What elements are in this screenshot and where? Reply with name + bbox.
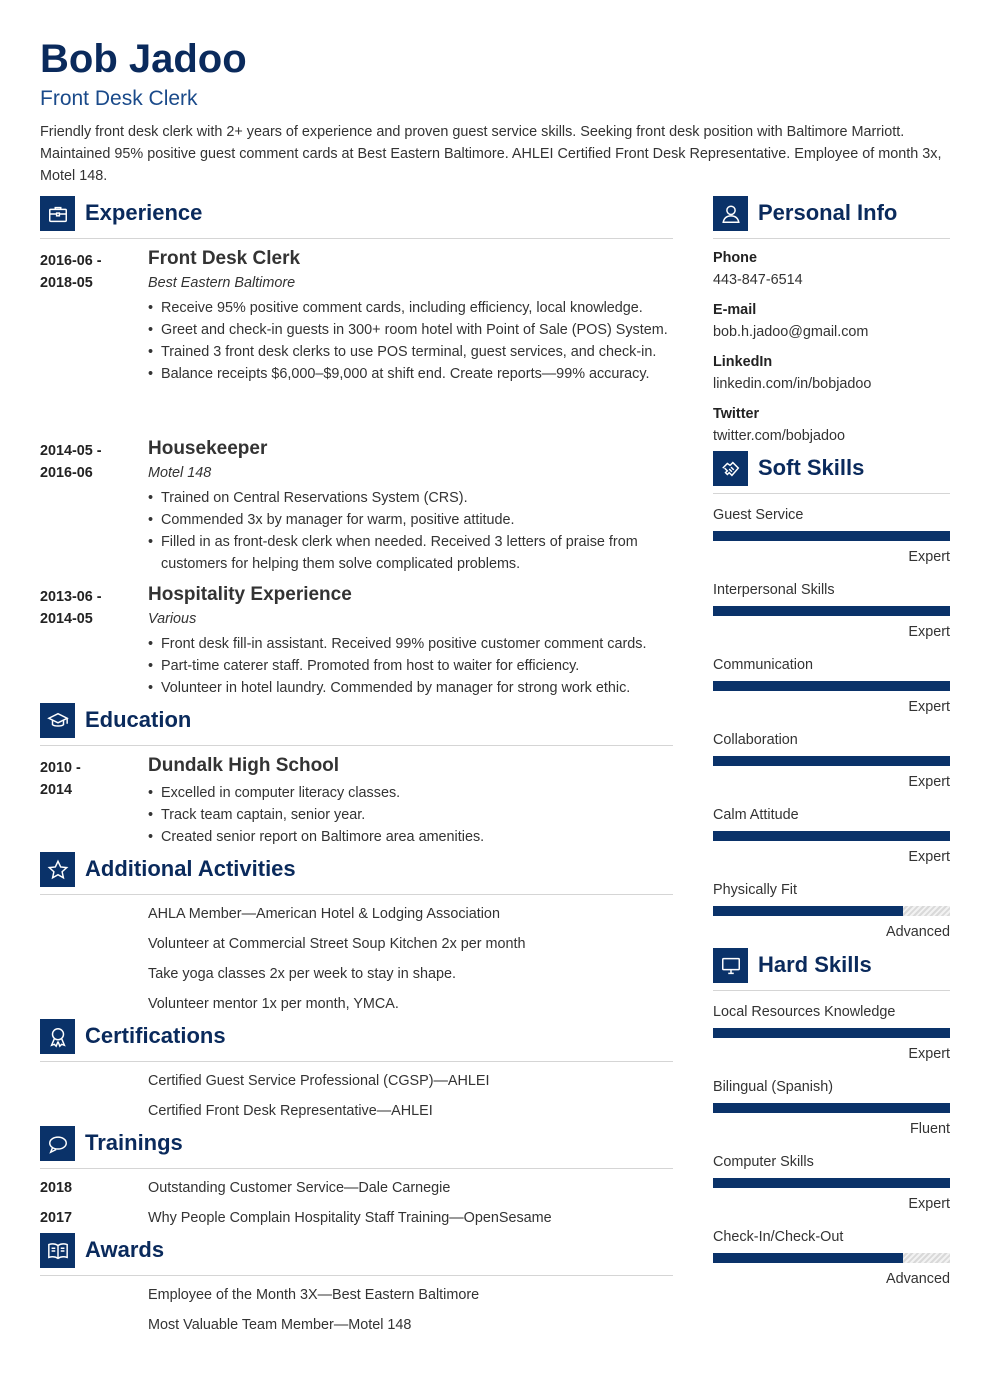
skill-level-fill [713,756,950,766]
skill-level-fill [713,681,950,691]
skill-level-label: Expert [908,1046,950,1062]
personal-info-title: Personal Info [758,200,898,225]
education-entry [40,757,673,847]
education-bullets [148,782,673,848]
job-role: Front Desk Clerk [148,248,301,269]
bullet-item: • Filled in as front-desk clerk when needed. Received 3 letters of praise from customers for helping them solve complicated problems. [148,531,673,575]
skill-level-label: Expert [908,1196,950,1212]
job-entry [40,250,673,430]
activities-section [40,852,673,1017]
personal-info-section [713,196,950,451]
skill-level-label: Expert [908,624,950,640]
activity-item: Volunteer mentor 1x per month, YMCA. [148,996,399,1012]
skill-level-label: Advanced [885,1271,950,1287]
training-item: Outstanding Customer Service—Dale Carnegie [148,1180,451,1196]
bullet-item: • Trained on Central Reservations System (CRS). [148,487,673,509]
certification-item: Certified Guest Service Professional (CGSP)—AHLEI [148,1073,490,1089]
skill-level-label: Expert [908,849,950,865]
twitter-label: Twitter [713,406,760,422]
section-divider [40,745,673,746]
skill-level-fill [713,1103,950,1113]
skill-item [713,1002,950,1077]
bullet-item: • Volunteer in hotel laundry. Commended by manager for strong work ethic. [148,677,673,699]
email-label: E-mail [713,302,757,318]
bullet-item: • Receive 95% positive comment cards, including efficiency, local knowledge. [148,297,673,319]
soft-skills-section [713,451,950,946]
monitor-icon [713,948,748,983]
skill-level-fill [713,1178,950,1188]
bullet-item: • Trained 3 front desk clerks to use POS terminal, guest services, and check-in. [148,341,673,363]
skill-level-fill [713,1028,950,1038]
job-bullets [148,633,673,699]
skill-item [713,1077,950,1152]
education-section [40,703,673,853]
twitter-value: twitter.com/bobjadoo [713,428,845,444]
bullet-item: • Created senior report on Baltimore area amenities. [148,826,673,848]
bullet-item: • Front desk fill-in assistant. Received 99% positive customer comment cards. [148,633,673,655]
education-title: Education [85,707,192,732]
linkedin-value: linkedin.com/in/bobjadoo [713,376,872,392]
activities-title: Additional Activities [85,856,296,881]
skill-level-label: Expert [908,549,950,565]
awards-section [40,1233,673,1343]
resume-name: Bob Jadoo [40,37,247,81]
school-name: Dundalk High School [148,755,340,776]
bullet-item: • Excelled in computer literacy classes. [148,782,673,804]
section-divider [713,493,950,494]
job-org: Various [148,611,197,627]
section-divider [40,238,673,239]
soft-skills-title: Soft Skills [758,455,865,480]
experience-section [40,196,673,696]
skill-item [713,580,950,655]
training-year: 2017 [40,1210,73,1226]
certifications-section [40,1019,673,1124]
skill-name: Physically Fit [713,882,797,898]
person-icon [713,196,748,231]
skill-item [713,805,950,880]
skill-level-label: Expert [908,774,950,790]
skill-name: Communication [713,657,813,673]
education-dates: 2010 - 2014 [40,760,81,798]
skill-level-bar [713,1028,950,1038]
job-dates: 2016-06 - 2018-05 [40,253,102,291]
bullet-item: • Part-time caterer staff. Promoted from host to waiter for efficiency. [148,655,673,677]
skill-level-label: Fluent [910,1121,950,1137]
skill-item [713,1152,950,1227]
star-icon [40,852,75,887]
skill-name: Interpersonal Skills [713,582,835,598]
graduation-cap-icon [40,703,75,738]
skill-name: Collaboration [713,732,798,748]
award-item: Employee of the Month 3X—Best Eastern Baltimore [148,1287,480,1303]
skill-name: Bilingual (Spanish) [713,1079,833,1095]
training-item: Why People Complain Hospitality Staff Training—OpenSesame [148,1210,552,1226]
trainings-section [40,1126,673,1231]
skill-level-bar [713,906,950,916]
bullet-item: • Balance receipts $6,000–$9,000 at shift end. Create reports—99% accuracy. [148,363,673,385]
job-dates: 2013-06 - 2014-05 [40,589,102,627]
awards-title: Awards [85,1237,165,1262]
skill-name: Guest Service [713,507,804,523]
skill-name: Calm Attitude [713,807,799,823]
job-title: Front Desk Clerk [40,87,198,110]
section-divider [713,238,950,239]
skill-item [713,880,950,955]
hard-skills-title: Hard Skills [758,952,872,977]
activity-item: AHLA Member—American Hotel & Lodging Association [148,906,500,922]
skill-name: Local Resources Knowledge [713,1004,896,1020]
job-entry [40,586,673,696]
skill-name: Check-In/Check-Out [713,1229,844,1245]
skill-level-bar [713,606,950,616]
award-ribbon-icon [40,1019,75,1054]
skill-level-bar [713,1103,950,1113]
phone-label: Phone [713,250,757,266]
job-bullets [148,487,673,575]
training-year: 2018 [40,1180,73,1196]
bullet-item: • Commended 3x by manager for warm, positive attitude. [148,509,673,531]
job-entry [40,440,673,570]
section-divider [40,1275,673,1276]
skill-level-fill [713,1253,903,1263]
job-role: Hospitality Experience [148,584,352,605]
skill-level-bar [713,1253,950,1263]
skill-level-bar [713,531,950,541]
skill-item [713,505,950,580]
skill-level-label: Advanced [885,924,950,940]
skill-level-bar [713,1178,950,1188]
trainings-title: Trainings [85,1130,183,1155]
skill-item [713,730,950,805]
bullet-item: • Greet and check-in guests in 300+ room hotel with Point of Sale (POS) System. [148,319,673,341]
certification-item: Certified Front Desk Representative—AHLEI [148,1103,433,1119]
section-divider [40,1168,673,1169]
handshake-icon [713,451,748,486]
job-role: Housekeeper [148,438,268,459]
skill-level-fill [713,831,950,841]
certifications-title: Certifications [85,1023,226,1048]
job-org: Motel 148 [148,465,212,481]
activity-item: Take yoga classes 2x per week to stay in shape. [148,966,456,982]
linkedin-label: LinkedIn [713,354,773,370]
summary-paragraph: Friendly front desk clerk with 2+ years of experience and proven guest service skills. Seeking front desk position with Baltimore Marriott. Maintained 95% positive guest comment cards at Best Eastern Baltimore. AHLEI Certified Front Desk Representative. Employee of month 3x, Motel 148. [40,124,942,184]
open-book-icon [40,1233,75,1268]
job-org: Best Eastern Baltimore [148,275,296,291]
skill-level-fill [713,531,950,541]
section-divider [40,1061,673,1062]
skill-level-fill [713,606,950,616]
skill-item [713,1227,950,1302]
phone-value: 443-847-6514 [713,272,803,288]
email-value: bob.h.jadoo@gmail.com [713,324,869,340]
skill-level-label: Expert [908,699,950,715]
skill-level-bar [713,756,950,766]
experience-title: Experience [85,200,203,225]
section-divider [40,894,673,895]
speech-bubble-icon [40,1126,75,1161]
skill-name: Computer Skills [713,1154,814,1170]
job-bullets [148,297,673,385]
section-divider [713,990,950,991]
job-dates: 2014-05 - 2016-06 [40,443,102,481]
award-item: Most Valuable Team Member—Motel 148 [148,1317,412,1333]
skill-item [713,655,950,730]
skill-level-bar [713,681,950,691]
briefcase-icon [40,196,75,231]
skill-level-bar [713,831,950,841]
skill-level-fill [713,906,903,916]
bullet-item: • Track team captain, senior year. [148,804,673,826]
hard-skills-section [713,948,950,1293]
activity-item: Volunteer at Commercial Street Soup Kitchen 2x per month [148,936,526,952]
